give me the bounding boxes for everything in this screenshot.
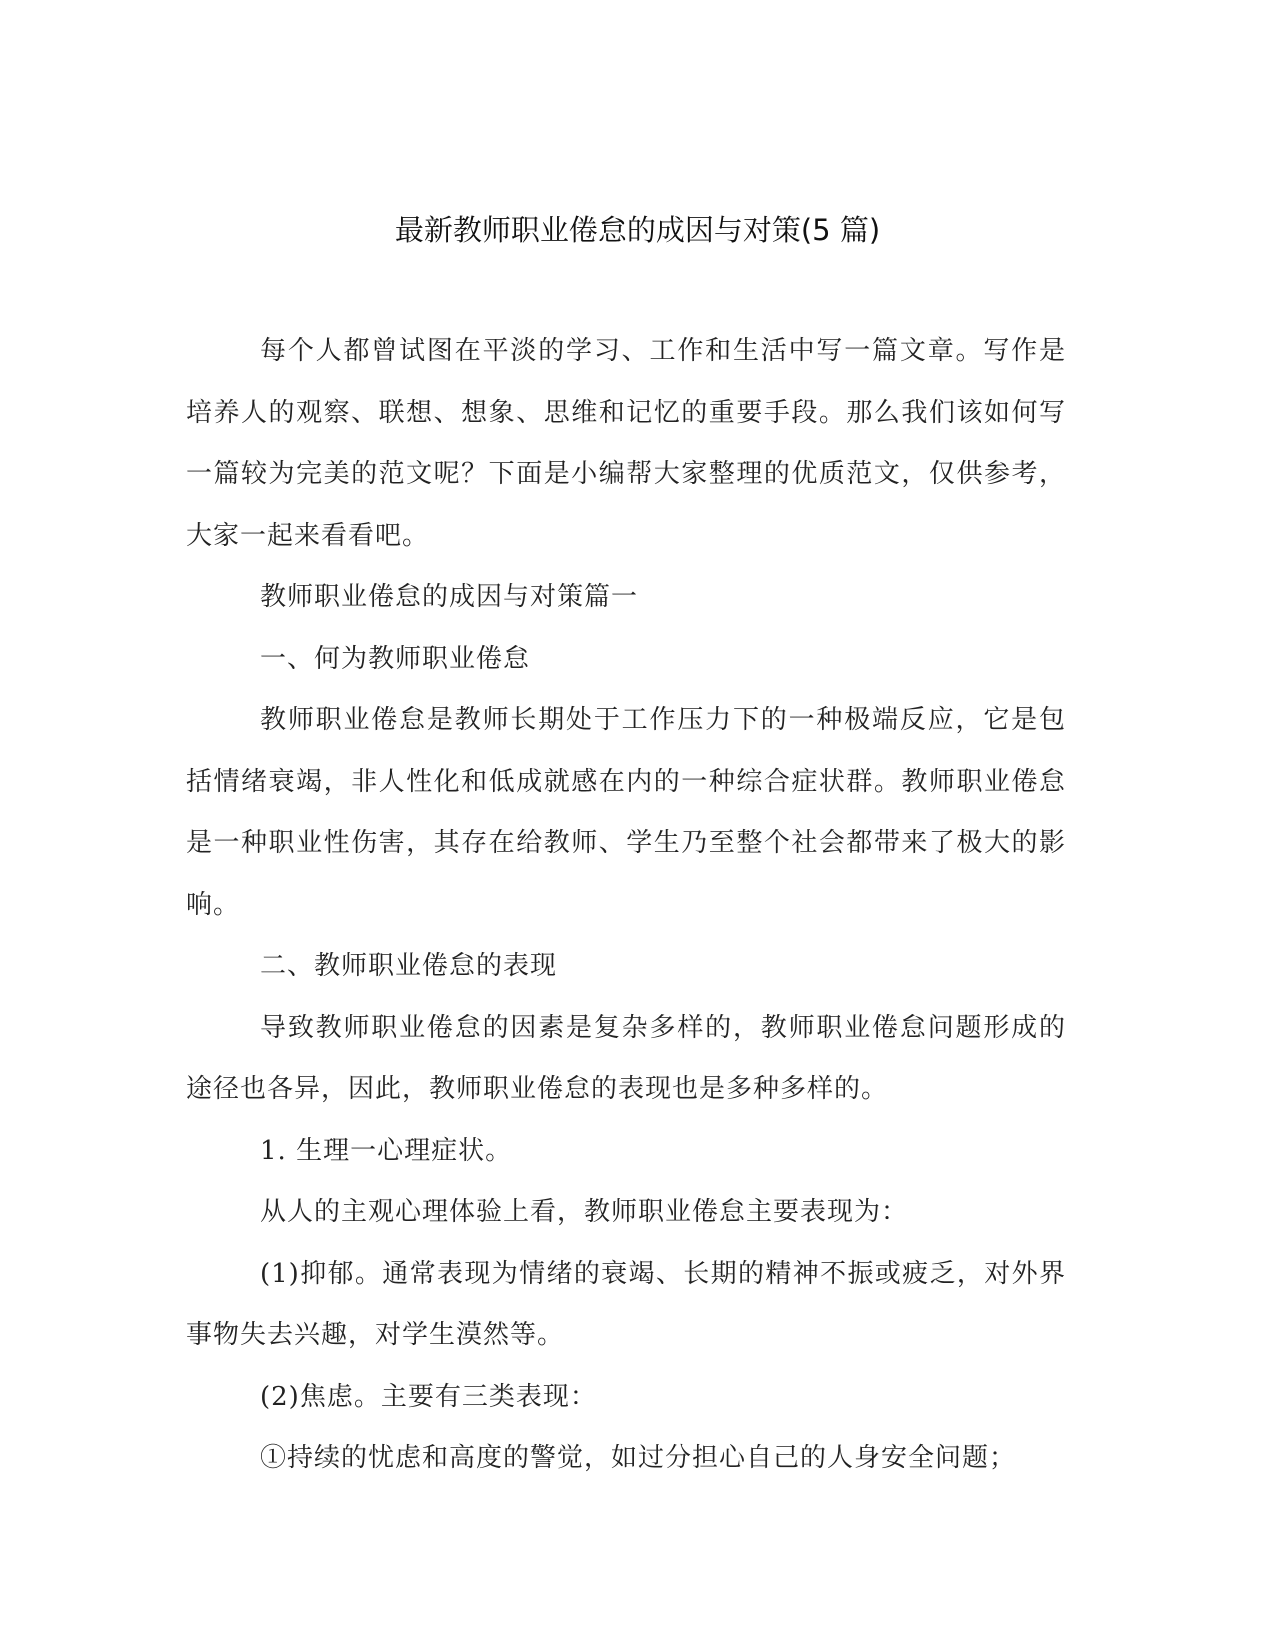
heading-symptoms: 二、教师职业倦怠的表现 [260,951,558,981]
item-anxiety: (2)焦虑。主要有三类表现： [260,1381,597,1412]
paragraph-definition: 教师职业倦怠是教师长期处于工作压力下的一种极端反应，它是包括情绪衰竭，非人性化和低成就感在内的一种综合症状群。教师职业倦怠是一种职业性伤害，其存在给教师、学生乃至整个社会都带来了极大的影响。 [186,705,1066,920]
item-depression: (1)抑郁。通常表现为情绪的衰竭、长期的精神不振或疲乏，对外界事物失去兴趣，对学生漠然等。 [186,1258,1066,1350]
paragraph-subjective-experience: 从人的主观心理体验上看，教师职业倦怠主要表现为： [260,1197,909,1227]
section-heading-part-one: 教师职业倦怠的成因与对策篇一 [260,582,639,612]
document-body [186,321,1066,1490]
item-physiological-psychological: 1. 生理一心理症状。 [260,1135,513,1166]
item-anxiety-worry: ①持续的忧虑和高度的警觉，如过分担心自己的人身安全问题； [260,1443,1017,1473]
paragraph-intro: 每个人都曾试图在平淡的学习、工作和生活中写一篇文章。写作是培养人的观察、联想、想象、思维和记忆的重要手段。那么我们该如何写一篇较为完美的范文呢？下面是小编帮大家整理的优质范文，仅供参考，大家一起来看看吧。 [186,336,1066,551]
document-title: 最新教师职业倦怠的成因与对策(5 篇) [394,213,881,247]
paragraph-causes: 导致教师职业倦怠的因素是复杂多样的，教师职业倦怠问题形成的途径也各异，因此，教师职业倦怠的表现也是多种多样的。 [186,1012,1066,1104]
heading-what-is-burnout: 一、何为教师职业倦怠 [260,643,531,674]
